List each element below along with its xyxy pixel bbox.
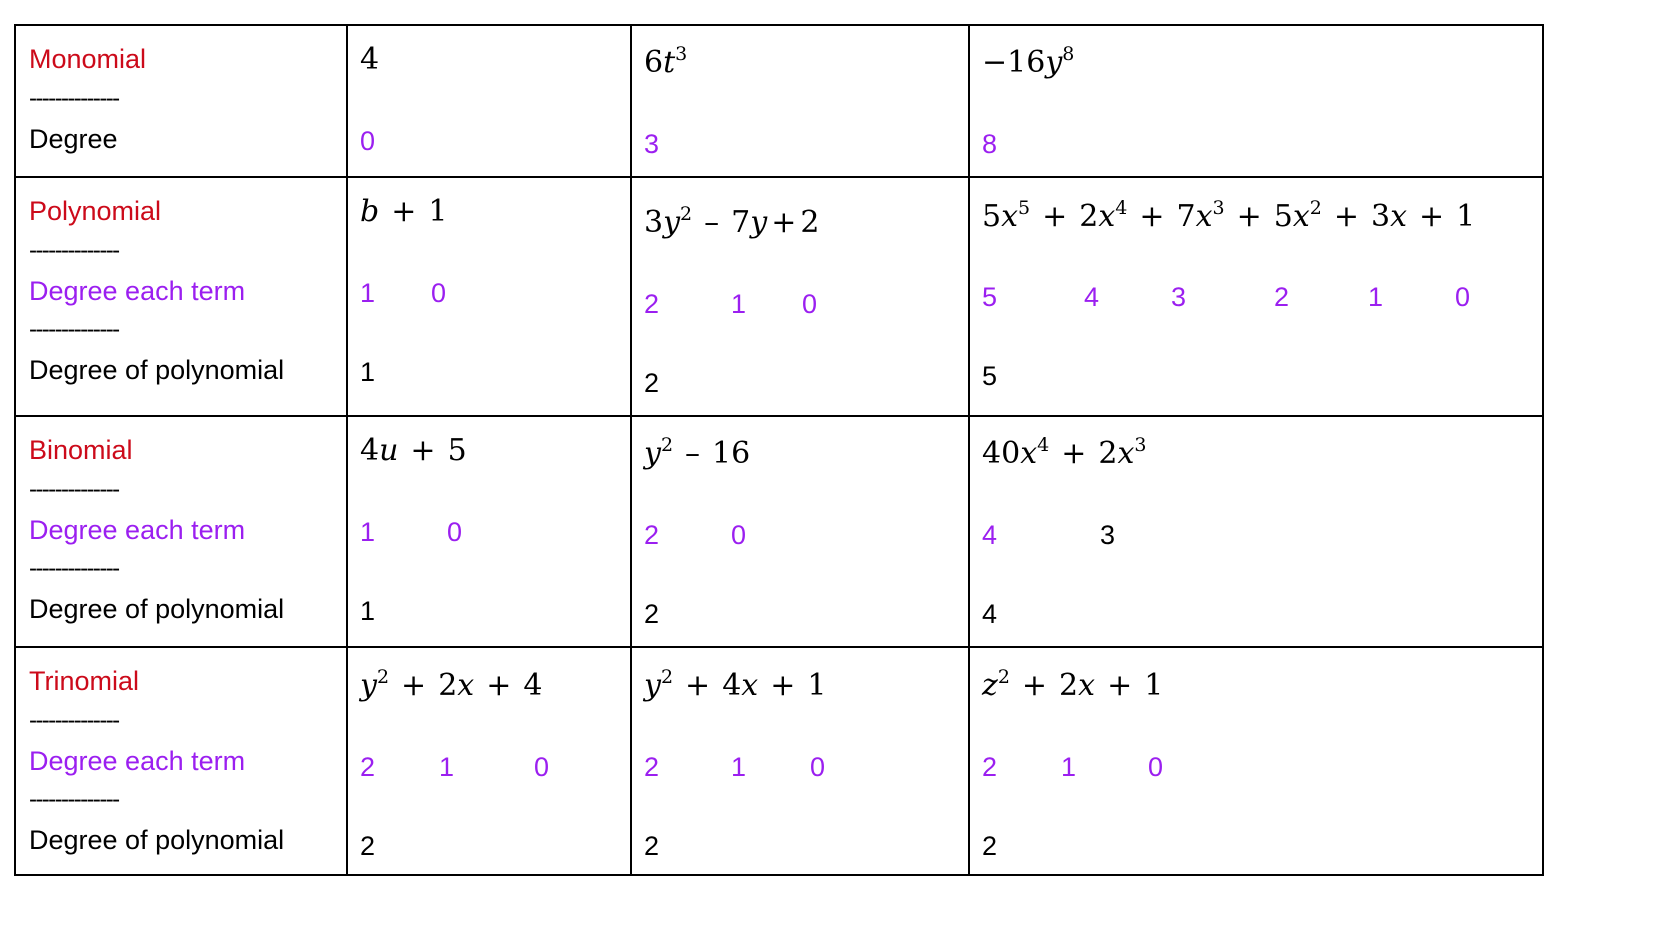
row-label-polynomial: Polynomial (29, 196, 162, 226)
polynomial-expression-1: b + 1 (360, 194, 448, 229)
separator-dashes: -------------- (29, 85, 119, 112)
polynomial-degree: 2 (644, 368, 660, 398)
monomial-expression-2: $6t^3$ (644, 43, 688, 80)
row-label-trinomial: Trinomial (29, 666, 140, 696)
term-degree: 2 (644, 289, 660, 319)
degree-of-polynomial-label: Degree of polynomial (29, 594, 285, 624)
polynomial-degree: 4 (982, 599, 998, 629)
polynomial-degree: 2 (360, 831, 376, 861)
term-degree: 2 (644, 752, 660, 782)
degree-of-polynomial-label: Degree of polynomial (29, 825, 285, 855)
term-degree: 0 (731, 520, 747, 550)
polynomial-degree: 1 (360, 596, 376, 626)
term-degree: 3 (1171, 282, 1187, 312)
row-divider (16, 176, 1542, 178)
separator-dashes: -------------- (29, 237, 119, 264)
term-degree: 0 (1148, 752, 1164, 782)
term-degree: 0 (810, 752, 826, 782)
degree-of-polynomial-label: Degree of polynomial (29, 355, 285, 385)
column-divider (630, 26, 632, 874)
monomial-expression-3: $-16y^8$ (982, 43, 1075, 80)
term-degree: 2 (1274, 282, 1290, 312)
binomial-expression-1: 4u + 5 (360, 433, 467, 468)
separator-dashes: -------------- (29, 316, 119, 343)
polynomial-degree: 2 (982, 831, 998, 861)
trinomial-expression-3: $z^2 + 2x + 1$ (982, 666, 1164, 703)
term-degree: 5 (982, 282, 998, 312)
degree-label: Degree (29, 124, 118, 154)
trinomial-expression-1: $y^2 + 2x + 4$ (360, 666, 543, 703)
term-degree: 4 (982, 520, 998, 550)
monomial-degree-2: 3 (644, 129, 660, 159)
column-divider (968, 26, 970, 874)
row-divider (16, 415, 1542, 417)
row-divider (16, 646, 1542, 648)
term-degree: 1 (731, 752, 747, 782)
term-degree: 1 (731, 289, 747, 319)
degree-each-term-label: Degree each term (29, 515, 246, 545)
term-degree: 0 (534, 752, 550, 782)
term-degree: 0 (802, 289, 818, 319)
binomial-expression-2: $y^2 - 16$ (644, 434, 751, 471)
binomial-expression-3: $40x^4 + 2x^3$ (982, 434, 1147, 471)
trinomial-expression-2: $y^2 + 4x + 1$ (644, 666, 827, 703)
separator-dashes: -------------- (29, 476, 119, 503)
term-degree: 0 (431, 278, 447, 308)
term-degree: 1 (439, 752, 455, 782)
separator-dashes: -------------- (29, 786, 119, 813)
polynomial-degree: 1 (360, 357, 376, 387)
polynomial-expression-3: $5x^5 + 2x^4 + 7x^3 + 5x^2 + 3x + 1$ (982, 197, 1476, 234)
polynomial-expression-2: $3y^2 - 7y + 2$ (644, 203, 820, 240)
degree-each-term-label: Degree each term (29, 746, 246, 776)
term-degree: 0 (1455, 282, 1471, 312)
monomial-degree-1: 0 (360, 126, 376, 156)
monomial-degree-3: 8 (982, 129, 998, 159)
row-label-monomial: Monomial (29, 44, 147, 74)
term-degree: 4 (1084, 282, 1100, 312)
polynomial-degree: 2 (644, 599, 660, 629)
term-degree: 2 (982, 752, 998, 782)
monomial-expression-1: 4 (360, 42, 380, 77)
term-degree: 1 (360, 278, 376, 308)
term-degree: 0 (447, 517, 463, 547)
separator-dashes: -------------- (29, 707, 119, 734)
polynomial-degree: 5 (982, 361, 998, 391)
separator-dashes: -------------- (29, 555, 119, 582)
term-degree: 2 (644, 520, 660, 550)
term-degree: 1 (1061, 752, 1077, 782)
term-degree: 2 (360, 752, 376, 782)
degree-each-term-label: Degree each term (29, 276, 246, 306)
row-label-binomial: Binomial (29, 435, 133, 465)
polynomial-degree: 2 (644, 831, 660, 861)
term-degree: 3 (1100, 520, 1116, 550)
term-degree: 1 (1368, 282, 1384, 312)
term-degree: 1 (360, 517, 376, 547)
column-divider (346, 26, 348, 874)
